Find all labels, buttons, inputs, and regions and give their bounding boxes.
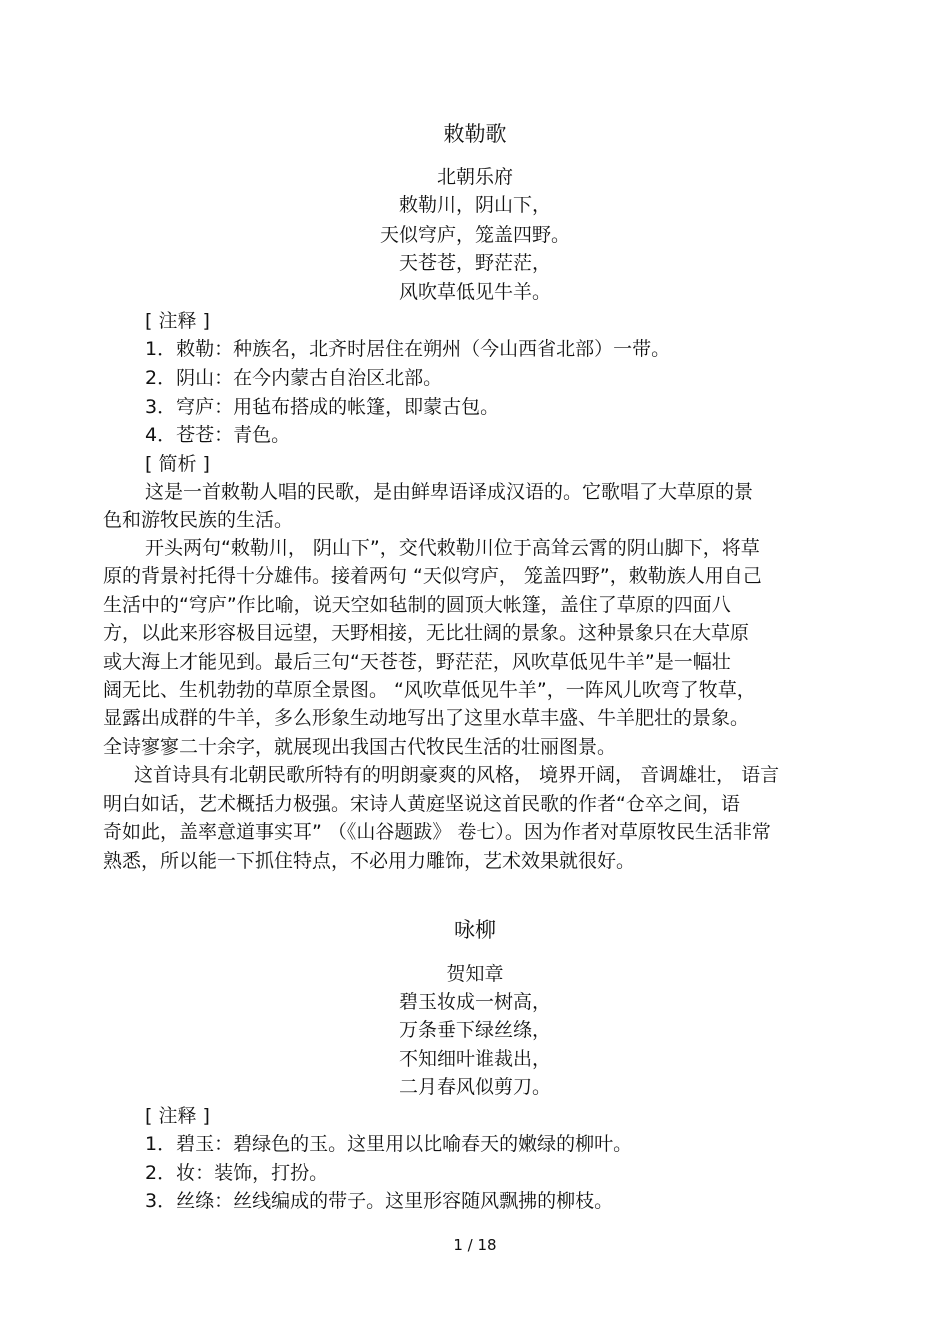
poem1-note-2: 2．阴山：在今内蒙古自治区北部。	[145, 367, 443, 389]
poem1-note-4: 4．苍苍：青色。	[145, 424, 291, 446]
analysis-line-14: 熟悉，所以能一下抓住特点，不必用力雕饰，艺术效果就很好。	[103, 850, 636, 872]
analysis-line-9: 显露出成群的牛羊，多么形象生动地写出了这里水草丰盛、牛羊肥壮的景象。	[103, 707, 750, 729]
analysis-line-2: 色和游牧民族的生活。	[103, 509, 294, 531]
poem1-analysis-header: [ 简析 ]	[145, 453, 210, 475]
analysis-line-3: 开头两句“敕勒川， 阴山下”，交代敕勒川位于高耸云霄的阴山脚下，将草	[145, 537, 760, 559]
poem2-notes-header: [ 注释 ]	[145, 1105, 210, 1127]
poem1-notes-header: [ 注释 ]	[145, 310, 210, 332]
analysis-line-12: 明白如话，艺术概括力极强。宋诗人黄庭坚说这首民歌的作者“仓卒之间，语	[103, 793, 740, 815]
analysis-line-11: 这首诗具有北朝民歌所特有的明朗豪爽的风格， 境界开阔， 音调雄壮， 语言	[134, 764, 780, 786]
poem1-note-1: 1．敕勒：种族名，北齐时居住在朔州（今山西省北部）一带。	[145, 338, 671, 360]
poem2-line-1: 碧玉妆成一树高，	[398, 991, 551, 1013]
poem1-note-3: 3．穹庐：用毡布搭成的帐篷，即蒙古包。	[145, 396, 500, 418]
poem2-line-4: 二月春风似剪刀。	[398, 1076, 551, 1098]
poem1-author: 北朝乐府	[436, 166, 513, 188]
poem1-line-4: 风吹草低见牛羊。	[398, 281, 551, 303]
analysis-line-4: 原的背景衬托得十分雄伟。接着两句 “天似穹庐， 笼盖四野”，敕勒族人用自己	[103, 565, 762, 587]
poem2-title: 咏柳	[454, 918, 496, 942]
analysis-line-1: 这是一首敕勒人唱的民歌，是由鲜卑语译成汉语的。它歌唱了大草原的景	[145, 481, 754, 503]
analysis-line-13: 奇如此，盖率意道事实耳” （《山谷题跋》 卷七）。因为作者对草原牧民生活非常	[103, 821, 771, 843]
analysis-line-6: 方，以此来形容极目远望，天野相接，无比壮阔的景象。这种景象只在大草原	[103, 622, 750, 644]
poem1-line-2: 天似穹庐，笼盖四野。	[379, 224, 570, 246]
analysis-line-5: 生活中的“穹庐”作比喻，说天空如毡制的圆顶大帐篷，盖住了草原的四面八	[103, 594, 731, 616]
page-number: 1 / 18	[453, 1236, 497, 1254]
analysis-line-10: 全诗寥寥二十余字，就展现出我国古代牧民生活的壮丽图景。	[103, 736, 617, 758]
analysis-line-8: 阔无比、生机勃勃的草原全景图。 “风吹草低见牛羊”，一阵风儿吹弯了牧草，	[103, 679, 756, 701]
poem1-line-3: 天苍苍，野茫茫，	[398, 252, 551, 274]
poem2-line-3: 不知细叶谁裁出，	[398, 1048, 551, 1070]
analysis-line-7: 或大海上才能见到。最后三句“天苍苍，野茫茫，风吹草低见牛羊”是一幅壮	[103, 651, 731, 673]
poem2-line-2: 万条垂下绿丝绦，	[398, 1019, 551, 1041]
poem2-note-2: 2．妆：装饰，打扮。	[145, 1162, 329, 1184]
poem1-line-1: 敕勒川，阴山下，	[398, 194, 551, 216]
poem2-note-1: 1．碧玉：碧绿色的玉。这里用以比喻春天的嫩绿的柳叶。	[145, 1133, 633, 1155]
poem1-title: 敕勒歌	[443, 122, 507, 146]
poem2-author: 贺知章	[446, 963, 504, 985]
poem2-note-3: 3．丝绦：丝线编成的带子。这里形容随风飘拂的柳枝。	[145, 1190, 614, 1212]
